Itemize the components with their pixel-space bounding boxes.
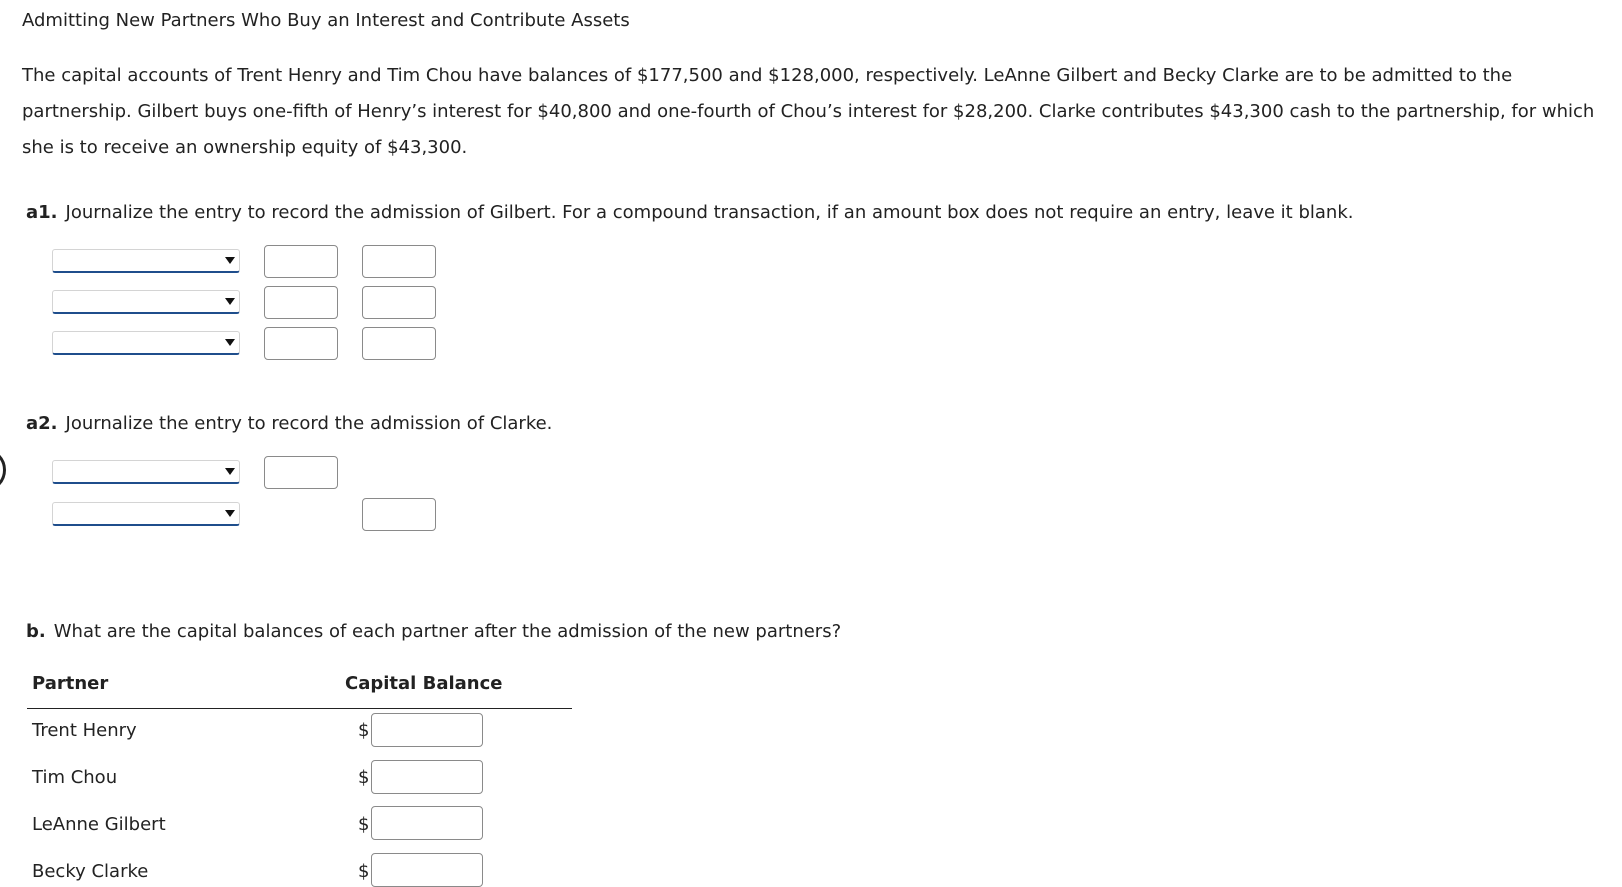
question-a1-label: a1.	[26, 202, 58, 223]
question-a2-text: Journalize the entry to record the admission of Clarke.	[65, 413, 553, 434]
a1-debit-input-2[interactable]	[264, 286, 338, 319]
chevron-down-icon	[225, 257, 235, 264]
page-title: Admitting New Partners Who Buy an Interest and Contribute Assets	[22, 10, 630, 31]
table-header-rule	[27, 708, 572, 709]
a1-credit-input-1[interactable]	[362, 245, 436, 278]
capital-balance-input-tim-chou[interactable]	[371, 760, 483, 794]
dollar-sign: $	[358, 814, 370, 835]
capital-balance-input-trent-henry[interactable]	[371, 713, 483, 747]
chevron-down-icon	[225, 468, 235, 475]
partner-name-leanne-gilbert: LeAnne Gilbert	[32, 814, 166, 835]
question-b-text: What are the capital balances of each partner after the admission of the new partners?	[53, 621, 842, 642]
chevron-down-icon	[225, 510, 235, 517]
dollar-sign: $	[358, 861, 370, 882]
a2-account-select-2[interactable]	[52, 502, 240, 526]
a2-credit-input-2[interactable]	[362, 498, 436, 531]
problem-statement: The capital accounts of Trent Henry and Tim Chou have balances of $177,500 and $128,000, respectively. LeAnne Gilbert and Becky Clarke are to be admitted to the partnership. Gilbert buys one-fifth of Henry’s interest for $40,800 and one-fourth of Chou’s interest for $28,200. Clarke contributes $43,300 cash to the partnership, for which she is to receive an ownership equity of $43,300.	[22, 65, 1595, 158]
a1-account-select-3[interactable]	[52, 331, 240, 355]
a1-debit-input-3[interactable]	[264, 327, 338, 360]
question-b	[26, 619, 841, 645]
question-b-label: b.	[26, 621, 46, 642]
chevron-down-icon	[225, 339, 235, 346]
a2-debit-input-1[interactable]	[264, 456, 338, 489]
question-a1	[26, 200, 1353, 226]
dollar-sign: $	[358, 767, 370, 788]
question-a2-label: a2.	[26, 413, 58, 434]
partner-name-tim-chou: Tim Chou	[32, 767, 118, 788]
side-circle-marker	[0, 448, 6, 492]
partner-name-trent-henry: Trent Henry	[32, 720, 137, 741]
dollar-sign: $	[358, 720, 370, 741]
table-header-partner: Partner	[32, 673, 109, 694]
question-a1-text: Journalize the entry to record the admission of Gilbert. For a compound transaction, if an amount box does not require an entry, leave it blank.	[65, 202, 1354, 223]
a1-credit-input-3[interactable]	[362, 327, 436, 360]
table-header-capital-balance: Capital Balance	[345, 673, 503, 694]
a2-account-select-1[interactable]	[52, 460, 240, 484]
a1-debit-input-1[interactable]	[264, 245, 338, 278]
chevron-down-icon	[225, 298, 235, 305]
a1-account-select-1[interactable]	[52, 249, 240, 273]
capital-balance-input-leanne-gilbert[interactable]	[371, 806, 483, 840]
a1-credit-input-2[interactable]	[362, 286, 436, 319]
a1-account-select-2[interactable]	[52, 290, 240, 314]
partner-name-becky-clarke: Becky Clarke	[32, 861, 149, 882]
question-a2	[26, 411, 552, 437]
